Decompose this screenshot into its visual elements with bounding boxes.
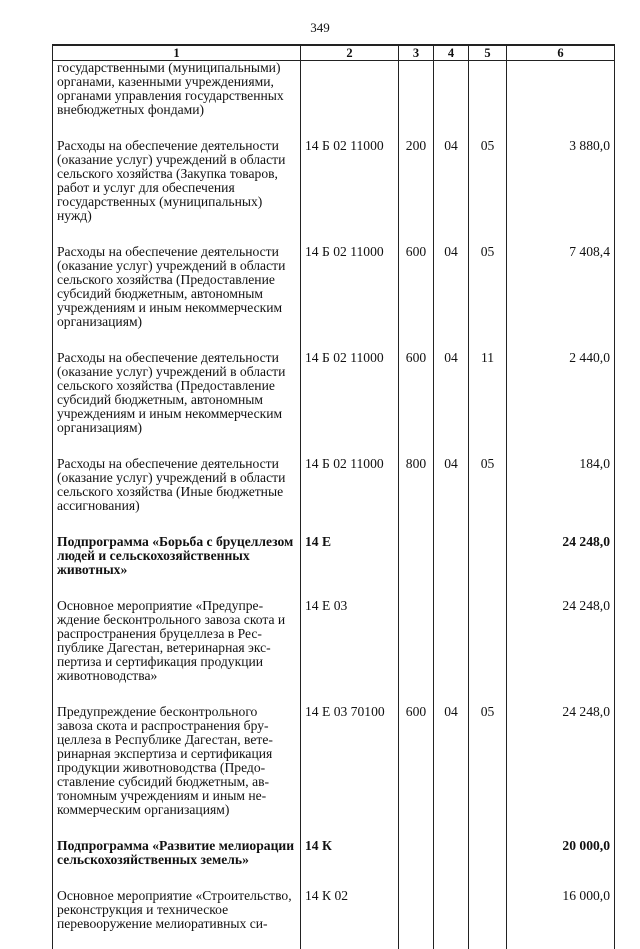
page-number: 349	[310, 20, 330, 35]
row-sum: 7 408,4	[507, 245, 615, 329]
budget-table	[52, 44, 615, 949]
row-sum: 24 248,0	[507, 535, 615, 577]
row-code: 14 Б 02 11000	[301, 351, 399, 435]
row-code: 14 Б 02 11000	[301, 457, 399, 513]
continuation-text: государственными (муниципальными) органами, казенными учреждениями, органами управления государственных внебюджетных фондами)	[53, 61, 301, 118]
row-code: 14 Б 02 11000	[301, 139, 399, 223]
row-code: 14 К	[301, 839, 399, 867]
row-pr: 05	[469, 139, 507, 223]
row-vr	[399, 889, 434, 949]
table-header-row	[53, 45, 615, 61]
table-row-subprogram	[53, 839, 615, 867]
header-col-4: 4	[434, 45, 469, 61]
table-row	[53, 245, 615, 329]
row-vr: 600	[399, 245, 434, 329]
continuation-row	[53, 61, 615, 118]
row-pr	[469, 839, 507, 867]
table-row	[53, 705, 615, 817]
header-col-3: 3	[399, 45, 434, 61]
row-vr	[399, 535, 434, 577]
row-name: Расходы на обеспечение деятельности (оказание услуг) учреждений в области сельского хозяйства (Предоставление субсидий бюджетным, автономным учреждениям и иным некоммерческим организациям)	[53, 351, 301, 435]
table-row	[53, 889, 615, 949]
row-pr: 05	[469, 245, 507, 329]
row-rz: 04	[434, 245, 469, 329]
row-pr	[469, 535, 507, 577]
row-rz: 04	[434, 457, 469, 513]
row-rz: 04	[434, 351, 469, 435]
row-vr	[399, 599, 434, 683]
header-col-6: 6	[507, 45, 615, 61]
table-row	[53, 457, 615, 513]
row-name: Расходы на обеспечение деятельности (оказание услуг) учреждений в области сельского хозяйства (Закупка товаров, работ и услуг для обеспечения государственных (муниципальных) нужд)	[53, 139, 301, 223]
table-row	[53, 351, 615, 435]
row-vr: 600	[399, 705, 434, 817]
row-vr: 600	[399, 351, 434, 435]
row-name: Расходы на обеспечение деятельности (оказание услуг) учреждений в области сельского хозяйства (Иные бюджетные ассигнования)	[53, 457, 301, 513]
row-name: Подпрограмма «Борьба с бруцеллезом людей и сельскохозяйственных животных»	[53, 535, 301, 577]
table-row	[53, 599, 615, 683]
row-rz	[434, 599, 469, 683]
row-rz: 04	[434, 705, 469, 817]
row-sum: 3 880,0	[507, 139, 615, 223]
row-pr	[469, 599, 507, 683]
row-pr: 11	[469, 351, 507, 435]
row-name: Подпрограмма «Развитие мелиорации сельскохозяйственных земель»	[53, 839, 301, 867]
row-vr: 800	[399, 457, 434, 513]
row-vr: 200	[399, 139, 434, 223]
row-code: 14 Б 02 11000	[301, 245, 399, 329]
row-sum: 16 000,0	[507, 889, 615, 949]
row-code: 14 К 02	[301, 889, 399, 949]
row-rz	[434, 889, 469, 949]
row-pr	[469, 889, 507, 949]
row-code: 14 Е	[301, 535, 399, 577]
row-vr	[399, 839, 434, 867]
row-name: Предупреждение бесконтрольного завоза скота и распространения бруцеллеза в Республике Дагестан, ветеринарная экспертиза и сертификация продукции животноводства (Предоставление субсидий бюджетным, автономным учреждениям и иным некоммерческим организациям)	[53, 705, 301, 817]
row-sum: 24 248,0	[507, 599, 615, 683]
row-sum: 24 248,0	[507, 705, 615, 817]
table-row	[53, 139, 615, 223]
header-col-2: 2	[301, 45, 399, 61]
header-col-1: 1	[53, 45, 301, 61]
row-code: 14 Е 03	[301, 599, 399, 683]
row-pr: 05	[469, 457, 507, 513]
row-rz	[434, 839, 469, 867]
row-name: Основное мероприятие «Строительство, реконструкция и техническое перевооружение мелиоративных си-	[53, 889, 301, 949]
row-pr: 05	[469, 705, 507, 817]
row-rz	[434, 535, 469, 577]
row-sum: 20 000,0	[507, 839, 615, 867]
table-row-subprogram	[53, 535, 615, 577]
row-name: Основное мероприятие «Предупреждение бесконтрольного завоза скота и распространения бруцеллеза в Республике Дагестан, ветеринарная экспертиза и сертификация продукции животноводства»	[53, 599, 301, 683]
row-sum: 184,0	[507, 457, 615, 513]
row-rz: 04	[434, 139, 469, 223]
row-code: 14 Е 03 70100	[301, 705, 399, 817]
row-sum: 2 440,0	[507, 351, 615, 435]
header-col-5: 5	[469, 45, 507, 61]
row-name: Расходы на обеспечение деятельности (оказание услуг) учреждений в области сельского хозяйства (Предоставление субсидий бюджетным, автономным учреждениям и иным некоммерческим организациям)	[53, 245, 301, 329]
